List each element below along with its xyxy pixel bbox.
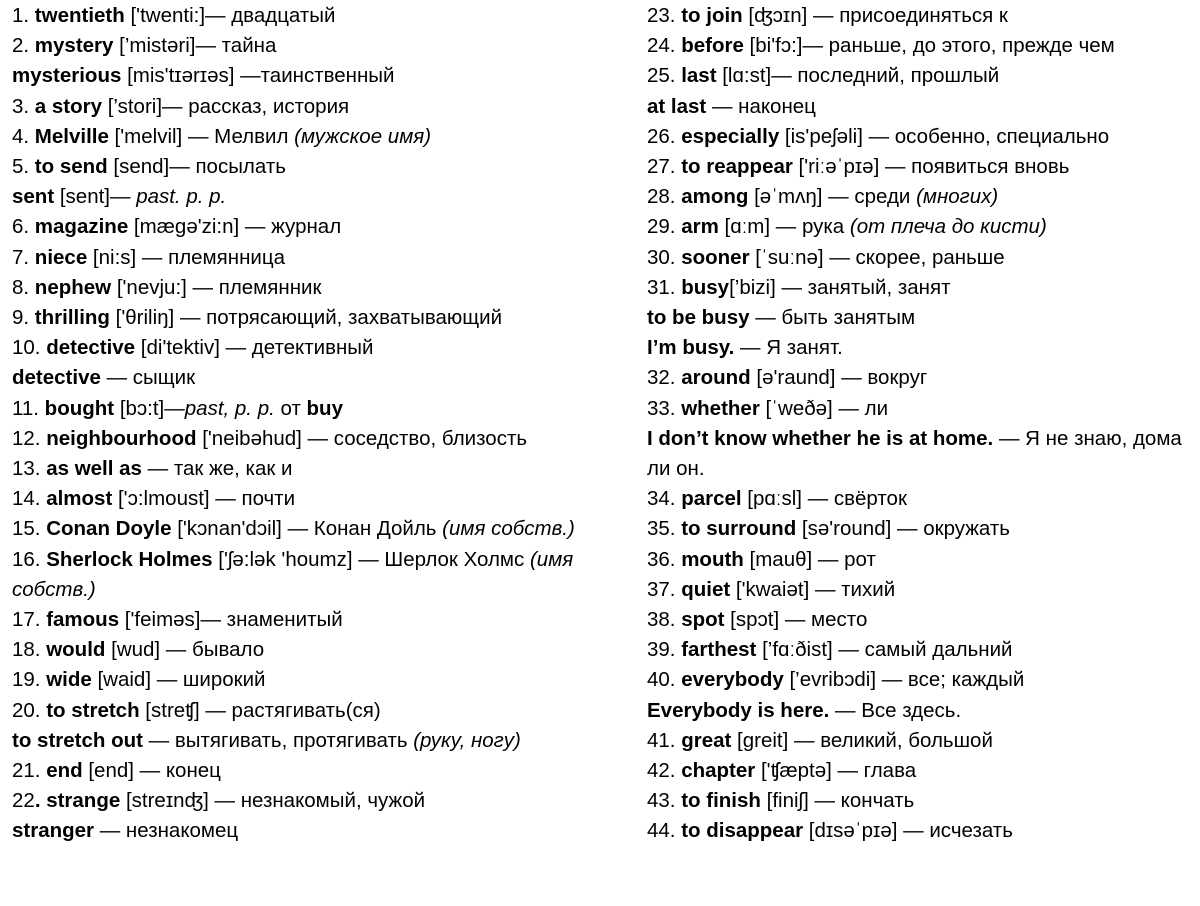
definition: [send]— посылать [107,155,286,179]
definition: [’fɑːðist] — самый дальний [756,638,1013,662]
definition: — вытягивать, протягивать [142,728,414,752]
vocab-entry [12,665,630,695]
definition: 35. [647,517,682,541]
term: buy [306,396,343,420]
definition: [ˈweðə] — ли [759,396,889,420]
term: as well as [46,457,142,481]
definition: [wud] — бывало [105,638,265,662]
term: to surround [681,517,797,541]
definition: [mægə'zi:n] — журнал [128,215,342,239]
definition: 19. [12,668,47,692]
note: past, p. p. [184,396,275,420]
vocab-entry [647,333,1192,363]
term: mouth [681,547,744,571]
term: mysterious [12,64,122,88]
definition: [sent]— [54,185,137,209]
vocab-entry [12,756,630,786]
vocab-entry [12,696,630,726]
definition: [streʧ] — растягивать(ся) [139,698,381,722]
term: Melville [34,124,109,148]
definition: 44. [647,819,682,843]
vocab-entry [12,726,630,756]
vocab-entry [12,635,630,665]
definition: 34. [647,487,682,511]
definition: [pɑːsl] — свёрток [741,487,907,511]
definition: 20. [12,698,47,722]
vocab-entry [647,394,1192,424]
definition: — Все здесь. [829,698,962,722]
note: (руку, ногу) [413,728,521,752]
term: arm [681,215,719,239]
term: . strange [34,789,121,813]
vocab-entry [647,545,1192,575]
definition: [ʤɔɪn] — присоединяться к [742,4,1008,27]
vocab-entry [12,273,630,303]
term: nephew [34,275,112,299]
term: to be busy [647,306,750,330]
vocab-entry [12,394,630,424]
vocab-entry [12,605,630,635]
vocab-entry [12,31,630,61]
definition: ['ʃə:lək 'houmz] — Шерлок Холмс [212,547,530,571]
definition: 14. [12,487,47,511]
definition: ['riːəˈpɪə] — появиться вновь [792,155,1070,179]
definition: 7. [12,245,35,269]
definition: [sə'round] — окружать [796,517,1010,541]
definition: 28. [647,185,682,209]
note: (имя собств.) [442,517,575,541]
term: especially [681,124,780,148]
vocab-entry [647,243,1192,273]
term: famous [46,608,120,632]
term: a story [34,94,103,118]
vocab-entry [12,424,630,454]
definition: ['ʧæptə] — глава [755,759,917,783]
definition: — наконец [706,94,816,118]
definition: 30. [647,245,682,269]
definition: 29. [647,215,682,239]
vocab-entry [12,182,630,212]
vocab-entry [12,786,630,816]
vocab-entry [12,122,630,152]
vocab-entry [12,454,630,484]
definition: ['nevju:] — племянник [111,275,322,299]
term: quiet [681,577,731,601]
term: neighbourhood [46,426,197,450]
definition: 36. [647,547,682,571]
definition: ['twenti:]— двадцатый [124,4,336,27]
vocab-entry [647,575,1192,605]
definition: 33. [647,396,682,420]
definition: 22 [12,789,35,813]
term: niece [34,245,88,269]
definition: [ɑːm] — рука [718,215,850,239]
term: to stretch [46,698,140,722]
definition: — Я не знаю, дома ли он. [647,426,1182,481]
definition: 4. [12,124,35,148]
definition: [bɔ:t]— [114,396,185,420]
definition: ['melvil] — Мелвил [108,124,295,148]
definition: [greit] — великий, большой [731,728,993,752]
left-column [12,1,630,847]
term: detective [46,336,136,360]
vocab-entry [647,273,1192,303]
term: farthest [681,638,757,662]
term: to disappear [681,819,804,843]
definition: — сыщик [100,366,196,390]
term: to stretch out [12,728,143,752]
vocab-entry [647,1,1192,31]
definition: 10. [12,336,47,360]
definition: 23. [647,4,682,27]
definition: 31. [647,275,682,299]
term: around [681,366,751,390]
vocab-entry [647,786,1192,816]
vocab-entry [12,333,630,363]
definition: [streɪnʤ] — незнакомый, чужой [120,789,426,813]
definition: 3. [12,94,35,118]
term: detective [12,366,101,390]
definition: 9. [12,306,35,330]
vocab-entry [12,484,630,514]
term: magazine [34,215,129,239]
definition: [is'peʃəli] — особенно, специально [779,124,1110,148]
definition: ['ɔ:lmoust] — почти [112,487,296,511]
definition: — быть занятым [749,306,916,330]
definition: 17. [12,608,47,632]
vocab-entry [647,484,1192,514]
definition: ['feiməs]— знаменитый [119,608,343,632]
vocab-entry [647,363,1192,393]
definition: 25. [647,64,682,88]
definition: 12. [12,426,47,450]
term: among [681,185,749,209]
term: thrilling [34,306,110,330]
definition: 16. [12,547,47,571]
definition: 5. [12,155,35,179]
term: everybody [681,668,784,692]
definition: 40. [647,668,682,692]
definition: 38. [647,608,682,632]
definition: — так же, как и [141,457,293,481]
right-column [647,1,1192,847]
vocab-entry [647,303,1192,333]
vocab-entry [12,303,630,333]
definition: 26. [647,124,682,148]
term: wide [46,668,92,692]
term: I’m busy. [647,336,735,360]
definition: 37. [647,577,682,601]
definition: [dɪsəˈpɪə] — исчезать [803,819,1013,843]
vocab-entry [12,1,630,31]
note: (многих) [916,185,999,209]
vocab-entry [647,726,1192,756]
definition: от [274,396,307,420]
vocab-entry [12,61,630,91]
vocab-entry [12,545,630,605]
term: last [681,64,717,88]
definition: [’bizi] — занятый, занят [729,275,951,299]
definition: [waid] — широкий [91,668,266,692]
definition: 39. [647,638,682,662]
term: whether [681,396,760,420]
vocab-entry [647,122,1192,152]
vocab-entry [12,152,630,182]
definition: ['neibəhud] — соседство, близость [196,426,528,450]
definition: [mis'tɪərɪəs] —таинственный [121,64,395,88]
definition: [’mistəri]— тайна [113,34,277,58]
definition: ['kɔnan'dɔil] — Конан Дойль [171,517,443,541]
vocab-entry [647,605,1192,635]
term: parcel [681,487,742,511]
definition: 11. [12,396,45,420]
term: sooner [681,245,750,269]
definition: [mauθ] — рот [743,547,876,571]
definition: — Я занят. [734,336,843,360]
definition: 32. [647,366,682,390]
vocab-entry [12,243,630,273]
definition: 27. [647,155,682,179]
vocab-entry [647,92,1192,122]
note: past. p. p. [136,185,227,209]
term: great [681,728,732,752]
definition: 41. [647,728,682,752]
note: (от плеча до кисти) [849,215,1047,239]
note: (мужское имя) [294,124,432,148]
term: would [46,638,106,662]
definition: [’stori]— рассказ, история [102,94,350,118]
definition: [end] — конец [82,759,221,783]
term: to reappear [681,155,793,179]
vocab-entry [12,514,630,544]
definition: [bi'fɔ:]— раньше, до этого, прежде чем [743,34,1115,58]
definition: [ə'raund] — вокруг [750,366,928,390]
definition: 15. [12,517,47,541]
vocab-entry [647,696,1192,726]
term: to finish [681,789,761,813]
term: spot [681,608,725,632]
term: before [681,34,744,58]
term: Sherlock Holmes [46,547,213,571]
definition: [lɑ:st]— последний, прошлый [716,64,1000,88]
vocab-entry [647,31,1192,61]
definition: — незнакомец [94,819,239,843]
definition: [ni:s] — племянница [87,245,285,269]
definition: 18. [12,638,47,662]
definition: 24. [647,34,682,58]
term: Everybody is here. [647,698,830,722]
vocab-entry [647,635,1192,665]
term: to join [681,4,743,27]
vocab-entry [12,92,630,122]
definition: 6. [12,215,35,239]
definition: ['θriliŋ] — потрясающий, захватывающий [109,306,503,330]
note: (имя собств.) [12,547,574,601]
vocab-entry [12,816,630,846]
term: sent [12,185,55,209]
definition: ['kwaiət] — тихий [730,577,896,601]
vocab-entry [647,756,1192,786]
vocab-entry [647,514,1192,544]
vocab-entry [647,152,1192,182]
definition: [’evribɔdi] — все; каждый [783,668,1025,692]
term: to send [34,155,108,179]
term: stranger [12,819,95,843]
term: busy [681,275,730,299]
term: at last [647,94,707,118]
definition: [di'tektiv] — детективный [135,336,374,360]
term: Conan Doyle [46,517,172,541]
vocab-entry [12,212,630,242]
vocab-entry [647,212,1192,242]
definition: 8. [12,275,35,299]
term: chapter [681,759,756,783]
definition: 13. [12,457,47,481]
definition: [əˈmʌŋ] — среди [748,185,917,209]
term: bought [44,396,115,420]
vocab-entry [647,61,1192,91]
vocab-entry [12,363,630,393]
definition: 21. [12,759,47,783]
term: mystery [34,34,114,58]
vocab-entry [647,182,1192,212]
term: twentieth [34,4,125,27]
vocab-entry [647,424,1192,484]
definition: [ˈsuːnə] — скорее, раньше [749,245,1005,269]
definition: 1. [12,4,35,27]
vocab-entry [647,816,1192,846]
term: end [46,759,83,783]
term: almost [46,487,113,511]
definition: 42. [647,759,682,783]
definition: [spɔt] — место [724,608,868,632]
term: I don’t know whether he is at home. [647,426,994,450]
definition: [finiʃ] — кончать [760,789,915,813]
definition: 2. [12,34,35,58]
vocab-entry [647,665,1192,695]
definition: 43. [647,789,682,813]
